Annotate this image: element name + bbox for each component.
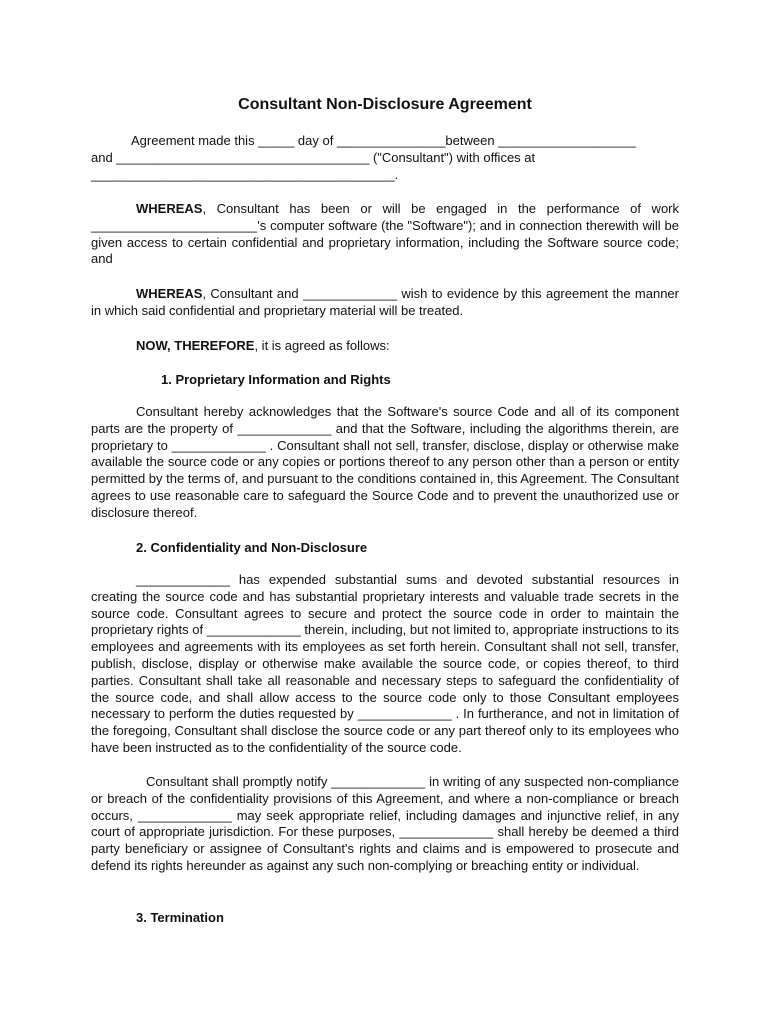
opening-paragraph bbox=[91, 133, 679, 183]
whereas-paragraph-2 bbox=[91, 286, 679, 320]
section-1-body: Consultant hereby acknowledges that the Software's source Code and all of its component parts are the property of _____________ and that the Software, including the algorithms therein, are proprietary to _____________ . Consultant shall not sell, transfer, disclose, display or otherwise make available the source code or any copies or portions thereof to any person other than a person or entity permitted by the terms of, and pursuant to the conditions contained in, this Agreement. The Consultant agrees to use reasonable care to safeguard the Source Code and to prevent the unauthorized use or disclosure thereof. bbox=[91, 404, 679, 520]
section-1-heading: 1. Proprietary Information and Rights bbox=[161, 372, 391, 387]
opening-line-3: __________________________________________. bbox=[91, 166, 399, 182]
now-therefore-paragraph bbox=[91, 338, 679, 355]
opening-line-1: Agreement made this _____ day of _______________between ___________________ bbox=[131, 133, 636, 148]
opening-line-2: and ___________________________________ ("Consultant") with offices at bbox=[91, 149, 536, 165]
whereas-text-2: , Consultant and _____________ wish to evidence by this agreement the manner in which said confidential and proprietary material will be treated. bbox=[91, 286, 679, 318]
document-title: Consultant Non-Disclosure Agreement bbox=[238, 96, 532, 113]
now-therefore-text: , it is agreed as follows: bbox=[254, 338, 390, 353]
now-therefore-lead: NOW, THEREFORE bbox=[136, 338, 255, 353]
section-2-heading: 2. Confidentiality and Non-Disclosure bbox=[136, 540, 368, 555]
whereas-text-1: , Consultant has been or will be engaged in the performance of work _______________________'s computer software (the "Software"); and in connection therewith will be given access to certain confidential and proprietary information, including the Software source code; and bbox=[91, 201, 679, 267]
section-3-heading: 3. Termination bbox=[136, 910, 224, 925]
whereas-lead-2: WHEREAS bbox=[136, 286, 203, 301]
section-2-paragraph-2: Consultant shall promptly notify _____________ in writing of any suspected non-compliance or breach of the confidentiality provisions of this Agreement, and where a non-compliance or breach occurs, _____________ may seek appropriate relief, including damages and injunctive relief, in any court of appropriate jurisdiction. For these purposes, _____________ shall hereby be deemed a third party beneficiary or assignee of Consultant's rights and claims and is empowered to prosecute and defend its rights hereunder as against any such non-complying or breaching entity or individual. bbox=[91, 774, 679, 873]
whereas-lead-1: WHEREAS bbox=[136, 201, 203, 216]
whereas-paragraph-1 bbox=[91, 201, 679, 268]
section-2-paragraph-1: _____________ has expended substantial sums and devoted substantial resources in creating the source code and has substantial proprietary interests and valuable trade secrets in the source code. Consultant agrees to secure and protect the source code in order to maintain the proprietary rights of _____________ therein, including, but not limited to, appropriate instructions to its employees and agreements with its employees as set forth herein. Consultant shall not sell, transfer, publish, disclose, display or otherwise make available the source code, or copies thereof, to third parties. Consultant shall take all reasonable and necessary steps to safeguard the confidentiality of the source code, and shall allow access to the source code only to those Consultant employees necessary to perform the duties requested by _____________ . In furtherance, and not in limitation of the foregoing, Consultant shall disclose the source code or any part thereof only to its employees who have been instructed as to the confidentiality of the source code. bbox=[91, 572, 679, 755]
